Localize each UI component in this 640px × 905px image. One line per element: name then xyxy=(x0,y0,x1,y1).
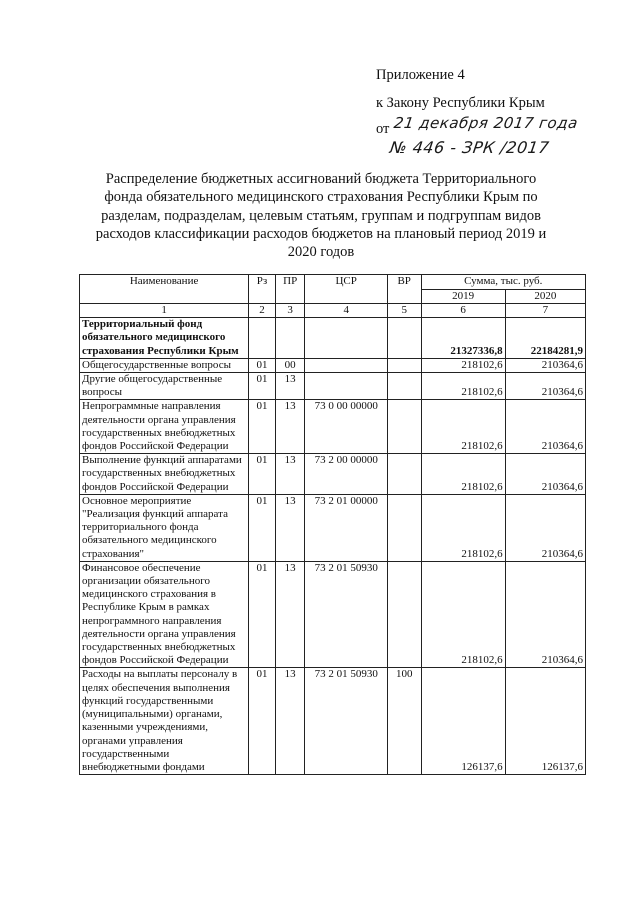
budget-table xyxy=(79,274,586,775)
appendix-date-line xyxy=(376,114,580,138)
row-rz: 01 xyxy=(249,668,276,775)
row-name: Общегосударственные вопросы xyxy=(80,358,249,372)
row-sum-2019: 21327336,8 xyxy=(421,318,505,359)
header-name: Наименование xyxy=(80,275,249,304)
handwritten-date: 21 декабря 2017 года xyxy=(392,114,580,132)
row-vr xyxy=(387,358,421,372)
header-pr: ПР xyxy=(275,275,305,304)
row-vr xyxy=(387,318,421,359)
row-sum-2020: 210364,6 xyxy=(505,400,585,454)
appendix-title: Приложение 4 xyxy=(376,67,465,83)
row-sum-2020: 210364,6 xyxy=(505,454,585,495)
col-number: 7 xyxy=(505,304,585,318)
row-vr xyxy=(387,561,421,668)
header-year-2020: 2020 xyxy=(505,289,585,304)
row-vr xyxy=(387,454,421,495)
row-rz: 01 xyxy=(249,494,276,561)
row-sum-2019: 218102,6 xyxy=(421,454,505,495)
appendix-law: к Закону Республики Крым xyxy=(376,95,545,111)
row-vr xyxy=(387,373,421,400)
document-title: Распределение бюджетных ассигнований бюджета Территориального фонда обязательного медицинского страхования Республики Крым по разделам, подразделам, целевым статьям, группам и подгруппам видов расходов классификации расходов бюджетов на плановый период 2019 и 2020 годов xyxy=(95,171,547,261)
appendix-date-prefix: от xyxy=(376,121,390,137)
row-pr: 13 xyxy=(275,668,305,775)
row-rz: 01 xyxy=(249,373,276,400)
header-vr: ВР xyxy=(387,275,421,304)
table-row xyxy=(80,561,586,668)
row-vr: 100 xyxy=(387,668,421,775)
row-pr: 13 xyxy=(275,454,305,495)
row-rz: 01 xyxy=(249,454,276,495)
row-rz: 01 xyxy=(249,358,276,372)
row-vr xyxy=(387,494,421,561)
row-sum-2019: 218102,6 xyxy=(421,373,505,400)
table-row xyxy=(80,358,586,372)
row-sum-2020: 210364,6 xyxy=(505,494,585,561)
row-csr xyxy=(305,373,387,400)
header-sum: Сумма, тыс. руб. xyxy=(421,275,585,290)
row-sum-2019: 126137,6 xyxy=(421,668,505,775)
row-rz xyxy=(249,318,276,359)
table-row xyxy=(80,318,586,359)
row-sum-2019: 218102,6 xyxy=(421,400,505,454)
appendix-block xyxy=(376,66,580,138)
row-sum-2020: 22184281,9 xyxy=(505,318,585,359)
row-name: Территориальный фонд обязательного медицинского страхования Республики Крым xyxy=(80,318,249,359)
col-number: 3 xyxy=(275,304,305,318)
row-pr: 13 xyxy=(275,561,305,668)
row-name: Расходы на выплаты персоналу в целях обеспечения выполнения функций государственными (муниципальными) органами, казенными учреждениями, органами управления государственными внебюджетными фондами xyxy=(80,668,249,775)
handwritten-law-number: № 446 - ЗРК /2017 xyxy=(388,138,551,157)
row-csr xyxy=(305,318,387,359)
header-csr: ЦСР xyxy=(305,275,387,304)
row-csr: 73 2 00 00000 xyxy=(305,454,387,495)
table-row xyxy=(80,400,586,454)
row-pr: 13 xyxy=(275,400,305,454)
row-sum-2019: 218102,6 xyxy=(421,358,505,372)
row-csr: 73 2 01 00000 xyxy=(305,494,387,561)
col-number: 2 xyxy=(249,304,276,318)
col-number: 6 xyxy=(421,304,505,318)
row-csr xyxy=(305,358,387,372)
row-csr: 73 0 00 00000 xyxy=(305,400,387,454)
table-row xyxy=(80,668,586,775)
row-sum-2020: 210364,6 xyxy=(505,373,585,400)
header-year-2019: 2019 xyxy=(421,289,505,304)
col-number: 1 xyxy=(80,304,249,318)
row-name: Основное мероприятие "Реализация функций аппарата территориального фонда обязательного медицинского страхования" xyxy=(80,494,249,561)
row-name: Непрограммные направления деятельности органа управления государственных внебюджетных фондов Российской Федерации xyxy=(80,400,249,454)
table-header-row xyxy=(80,275,586,290)
row-rz: 01 xyxy=(249,400,276,454)
row-pr: 00 xyxy=(275,358,305,372)
col-number: 5 xyxy=(387,304,421,318)
row-name: Выполнение функций аппаратами государственных внебюджетных фондов Российской Федерации xyxy=(80,454,249,495)
row-pr: 13 xyxy=(275,494,305,561)
row-vr xyxy=(387,400,421,454)
row-name: Финансовое обеспечение организации обязательного медицинского страхования в Республике Крым в рамках непрограммного направления деятельности органа управления государственных внебюджетных фондов Российской Федерации xyxy=(80,561,249,668)
row-pr xyxy=(275,318,305,359)
table-row xyxy=(80,494,586,561)
row-sum-2019: 218102,6 xyxy=(421,494,505,561)
table-row xyxy=(80,373,586,400)
row-csr: 73 2 01 50930 xyxy=(305,668,387,775)
row-sum-2020: 210364,6 xyxy=(505,358,585,372)
row-sum-2020: 126137,6 xyxy=(505,668,585,775)
row-rz: 01 xyxy=(249,561,276,668)
col-number: 4 xyxy=(305,304,387,318)
row-csr: 73 2 01 50930 xyxy=(305,561,387,668)
table-row xyxy=(80,454,586,495)
row-name: Другие общегосударственные вопросы xyxy=(80,373,249,400)
row-sum-2020: 210364,6 xyxy=(505,561,585,668)
row-sum-2019: 218102,6 xyxy=(421,561,505,668)
header-rz: Рз xyxy=(249,275,276,304)
row-pr: 13 xyxy=(275,373,305,400)
column-number-row xyxy=(80,304,586,318)
